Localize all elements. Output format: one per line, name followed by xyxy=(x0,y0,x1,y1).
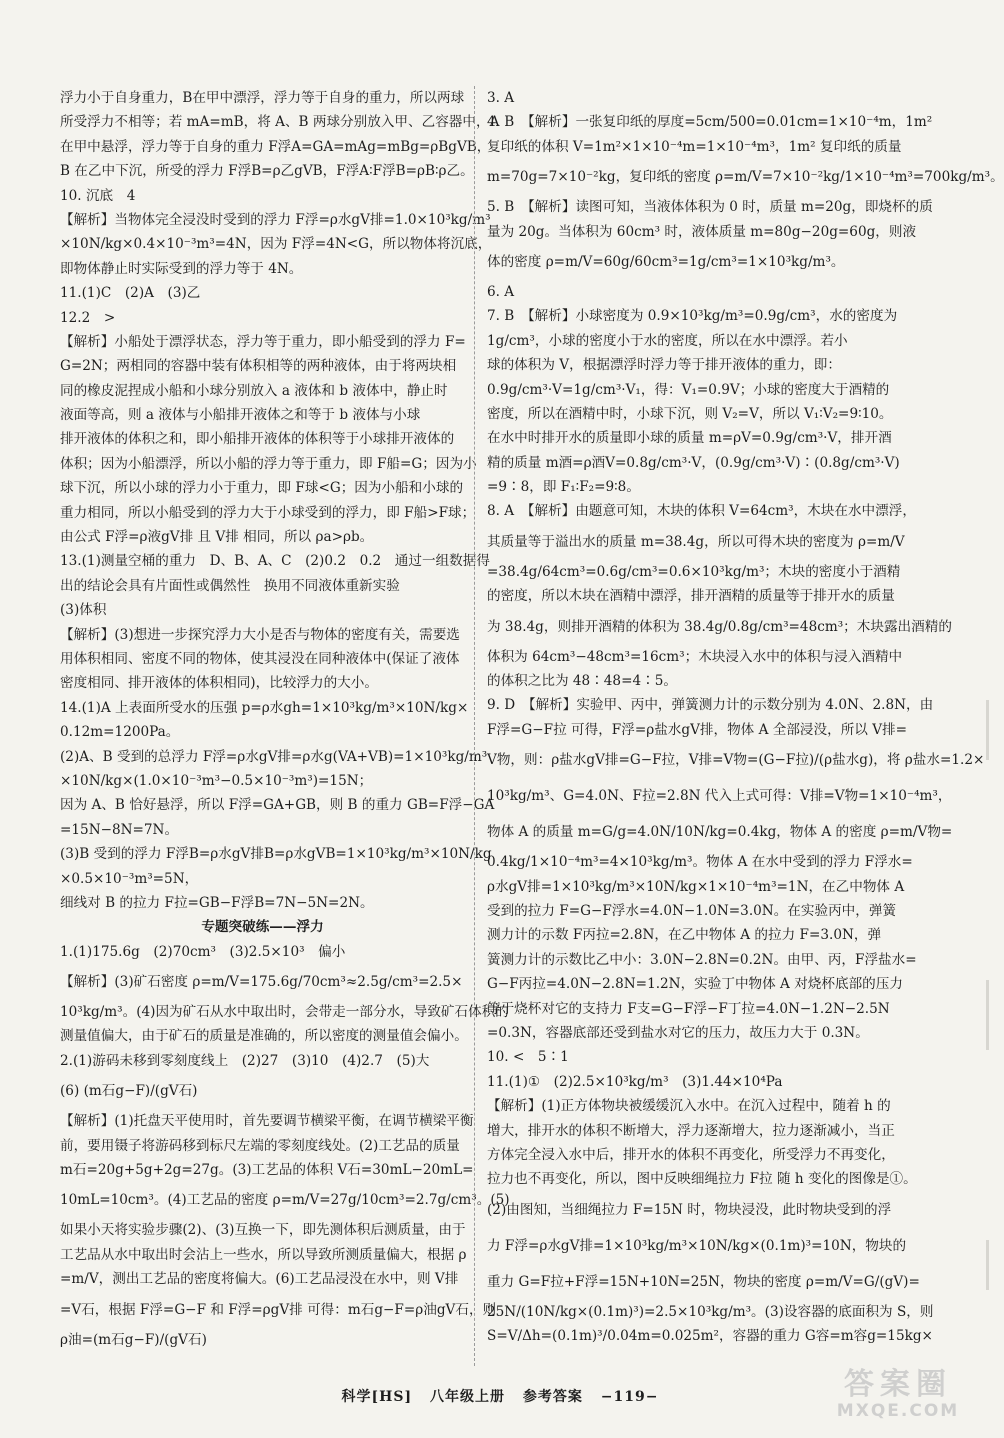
watermark-text: 答案圈 xyxy=(844,1367,952,1402)
answer-line: 所受浮力不相等；若 mA=mB，将 A、B 两球分别放入甲、乙容器中，A xyxy=(60,114,500,131)
answer-line: 0.12m=1200Pa。 xyxy=(60,724,180,741)
answer-line: 10. 沉底 4 xyxy=(60,187,136,204)
answer-line: 拉力也不再变化，所以，图中反映细绳拉力 F拉 随 h 变化的图像是①。 xyxy=(487,1171,917,1188)
answer-line: 1g/cm³，小球的密度小于水的密度，所以在水中漂浮。若小 xyxy=(487,332,848,349)
answer-line: 25N/(10N/kg×(0.1m)³)=2.5×10³kg/m³。(3)设容器的底面积为 S，则 xyxy=(487,1303,934,1320)
answer-line: (2)由图知，当细绳拉力 F=15N 时，物块浸没，此时物块受到的浮 xyxy=(487,1201,892,1218)
section-heading: 专题突破练——浮力 xyxy=(201,919,324,936)
answer-line: ×0.5×10⁻³m³=5N， xyxy=(60,870,199,887)
answer-line: =15N−8N=7N。 xyxy=(60,821,179,838)
answer-line: 复印纸的体积 V=1m²×1×10⁻⁴m=1×10⁻⁴m³，1m² 复印纸的质量 xyxy=(487,138,902,155)
answer-line: 8. A 【解析】由题意可知，木块的体积 V=64cm³，木块在水中漂浮， xyxy=(487,503,916,520)
answer-line: (3)B 受到的浮力 F浮B=ρ水gV排B=ρ水gVB=1×10³kg/m³×10N/kg xyxy=(60,846,492,863)
answer-line: 5. B 【解析】读图可知，当液体体积为 0 时，质量 m=20g，即烧杯的质 xyxy=(487,199,933,216)
answer-line: 由公式 F浮=ρ液gV排 且 V排 相同，所以 ρa>ρb。 xyxy=(60,529,374,546)
answer-line: ρ水gV排=1×10³kg/m³×10N/kg×1×10⁻⁴m³=1N，在乙中物体 A xyxy=(487,878,905,895)
answer-line: V物，则：ρ盐水gV排=G−F拉，V排=V物=(G−F拉)/(ρ盐水g)，将 ρ盐水=1.2× xyxy=(487,752,985,769)
answer-line: 【解析】(1)托盘天平使用时，首先要调节横梁平衡，在调节横梁平衡 xyxy=(60,1113,474,1130)
answer-line: 物体 A 的质量 m=G/g=4.0N/10N/kg=0.4kg，物体 A 的密度 ρ=m/V物= xyxy=(487,824,953,841)
answer-line: 等于烧杯对它的支持力 F支=G−F浮−F丁拉=4.0N−1.2N−2.5N xyxy=(487,1000,890,1017)
answer-line: 球下沉，所以小球的浮力小于重力，即 F球<G；因为小船和小球的 xyxy=(60,480,464,497)
answer-line: 【解析】(3)矿石密度 ρ=m/V=175.6g/70cm³≈2.5g/cm³=2.5× xyxy=(60,974,463,991)
answer-line: B 在乙中下沉，所受的浮力 F浮B=ρ乙gVB，F浮A∶F浮B=ρB∶ρ乙。 xyxy=(60,163,474,180)
answer-line: 测量值偏大，由于矿石的质量是准确的，所以密度的测量值会偏小。 xyxy=(60,1028,468,1045)
answer-line: 密度，所以在酒精中时，小球下沉，则 V₂=V，所以 V₁∶V₂=9∶10。 xyxy=(487,405,893,422)
answer-line: 前，要用镊子将游码移到标尺左端的零刻度线处。(2)工艺品的质量 xyxy=(60,1137,460,1154)
answer-line: 的体积之比为 48∶48=4∶5。 xyxy=(487,673,677,690)
answer-line: G−F丙拉=4.0N−2.8N=1.2N，实验丁中物体 A 对烧杯底部的压力 xyxy=(487,976,903,993)
answer-line: 在水中时排开水的质量即小球的质量 m=ρV=0.9g/cm³·V，排开酒 xyxy=(487,430,892,447)
footer-section: 参考答案 xyxy=(522,1389,583,1405)
right-column xyxy=(487,86,1004,1348)
answer-line: 如果小天将实验步骤(2)、(3)互换一下，即先测体积后测质量，由于 xyxy=(60,1222,466,1239)
answer-line: 即物体静止时实际受到的浮力等于 4N。 xyxy=(60,260,303,277)
answer-line: 3. A xyxy=(487,90,515,106)
answer-line: 体的密度 ρ=m/V=60g/60cm³=1g/cm³=1×10³kg/m³。 xyxy=(487,253,845,270)
answer-line: 方体完全浸入水中后，排开水的体积不再变化，所受浮力不再变化， xyxy=(487,1146,895,1163)
answer-line: 13.(1)测量空桶的重力 D、B、A、C (2)0.2 0.2 通过一组数据得 xyxy=(60,553,490,570)
answer-line: 受到的拉力 F=G−F浮水=4.0N−1.0N=3.0N。在实验丙中，弹簧 xyxy=(487,902,897,919)
answer-line: 的密度，所以木块在酒精中漂浮，排开酒精的质量等于排开水的质量 xyxy=(487,588,895,605)
answer-line: S=V/Δh=(0.1m)³/0.04m=0.025m²，容器的重力 G容=m容g=15kg× xyxy=(487,1328,933,1345)
answer-line: 工艺品从水中取出时会沾上一些水，所以导致所测质量偏大，根据 ρ xyxy=(60,1246,467,1263)
answer-line: =38.4g/64cm³=0.6g/cm³=0.6×10³kg/m³；木块的密度小于酒精 xyxy=(487,563,901,580)
answer-line: =V石，根据 F浮=G−F 和 F浮=ρgV排 可得：m石g−F=ρ油gV石，则 xyxy=(60,1301,497,1318)
answer-line: ×10N/kg×(1.0×10⁻³m³−0.5×10⁻³m³)=15N； xyxy=(60,772,373,789)
answer-line: 其质量等于溢出水的质量 m=38.4g，所以可得木块的密度为 ρ=m/V xyxy=(487,533,905,550)
footer-subject: 科学[HS] xyxy=(341,1389,413,1405)
answer-line: F浮=G−F拉 可得，F浮=ρ盐水gV排，物体 A 全部浸没，所以 V排= xyxy=(487,721,908,738)
answer-line: 【解析】(3)想进一步探究浮力大小是否与物体的密度有关，需要选 xyxy=(60,626,460,643)
answer-line: ρ油=(m石g−F)/(gV石) xyxy=(60,1331,207,1348)
answer-line: =m/V，测出工艺品的密度将偏大。(6)工艺品浸没在水中，则 V排 xyxy=(60,1271,459,1288)
page-number: −119− xyxy=(600,1389,659,1405)
answer-line: 同的橡皮泥捏成小船和小球分别放入 a 液体和 b 液体中，静止时 xyxy=(60,382,448,399)
answer-line: 浮力小于自身重力，B在甲中漂浮，浮力等于自身的重力，所以两球 xyxy=(60,90,465,106)
answer-line: 重力相同，所以小船受到的浮力大于小球受到的浮力，即 F船>F球； xyxy=(60,504,476,521)
answer-line: 0.9g/cm³·V=1g/cm³·V₁，得：V₁=0.9V；小球的密度大于酒精的 xyxy=(487,381,890,398)
answer-line: =0.3N，容器底部还受到盐水对它的压力，故压力大于 0.3N。 xyxy=(487,1024,869,1041)
answer-line: 10. < 5∶1 xyxy=(487,1049,569,1066)
answer-line: 【解析】(1)正方体物块被缓缓沉入水中。在沉入过程中，随着 h 的 xyxy=(487,1098,891,1115)
answer-line: 球的体积为 V，根据漂浮时浮力等于排开液体的重力，即： xyxy=(487,357,841,374)
answer-line: 12.2 > xyxy=(60,309,116,326)
answer-line: 1.(1)175.6g (2)70cm³ (3)2.5×10³ 偏小 xyxy=(60,943,346,960)
answer-line: 排开液体的体积之和，即小船排开液体的体积等于小球排开液体的 xyxy=(60,431,455,448)
answer-line: (3)体积 xyxy=(60,602,107,619)
answer-line: (2)A、B 受到的总浮力 F浮=ρ水gV排=ρ水g(VA+VB)=1×10³kg/m³ xyxy=(60,748,488,765)
answer-line: (6) (m石g−F)/(gV石) xyxy=(60,1083,198,1100)
column-divider xyxy=(474,86,475,1366)
answer-line: 体积；因为小船漂浮，所以小船的浮力等于重力，即 F船=G；因为小 xyxy=(60,455,477,472)
answer-line: 2.(1)游码未移到零刻度线上 (2)27 (3)10 (4)2.7 (5)大 xyxy=(60,1052,430,1069)
answer-line: m=70g=7×10⁻²kg，复印纸的密度 ρ=m/V=7×10⁻²kg/1×10⁻⁴m³=700kg/m³。 xyxy=(487,169,1004,186)
answer-line: 【解析】当物体完全浸没时受到的浮力 F浮=ρ水gV排=1.0×10³kg/m³ xyxy=(60,211,491,228)
answer-line: 10mL=10cm³。(4)工艺品的密度 ρ=m/V=27g/10cm³=2.7g/cm³。(5) xyxy=(60,1192,510,1209)
answer-line: 在甲中悬浮，浮力等于自身的重力 F浮A=GA=mAg=mBg=ρBgVB， xyxy=(60,138,491,155)
answer-line: 细线对 B 的拉力 F拉=GB−F浮B=7N−5N=2N。 xyxy=(60,894,374,911)
answer-line: 重力 G=F拉+F浮=15N+10N=25N，物块的密度 ρ=m/V=G/(gV)= xyxy=(487,1273,920,1290)
answer-line: ×10N/kg×0.4×10⁻³m³=4N，因为 F浮=4N<G，所以物体将沉底， xyxy=(60,236,492,253)
answer-line: 增大，排开水的体积不断增大，浮力逐渐增大，拉力逐渐减小，当正 xyxy=(487,1122,895,1139)
answer-line: 7. B 【解析】小球密度为 0.9×10³kg/m³=0.9g/cm³，水的密度为 xyxy=(487,308,898,325)
answer-line: 体积为 64cm³−48cm³=16cm³；木块浸入水中的体积与浸入酒精中 xyxy=(487,648,903,665)
answer-line: 0.4kg/1×10⁻⁴m³=4×10³kg/m³。物体 A 在水中受到的浮力 F浮水= xyxy=(487,854,913,871)
answer-line: 4. B 【解析】一张复印纸的厚度=5cm/500=0.01cm=1×10⁻⁴m，1m² xyxy=(487,114,933,131)
answer-line: 11.(1)C (2)A (3)乙 xyxy=(60,285,201,302)
answer-line: 9. D 【解析】实验甲、丙中，弹簧测力计的示数分别为 4.0N、2.8N，由 xyxy=(487,697,934,714)
answer-line: 用体积相同、密度不同的物体，使其浸没在同种液体中(保证了液体 xyxy=(60,650,460,667)
answer-line: 量为 20g。当体积为 60cm³ 时，液体质量 m=80g−20g=60g，则液 xyxy=(487,223,917,240)
answer-line: 因为 A、B 恰好悬浮，所以 F浮=GA+GB，则 B 的重力 GB=F浮−GA xyxy=(60,797,495,814)
edge-mark xyxy=(986,700,989,760)
answer-line: 【解析】小船处于漂浮状态，浮力等于重力，即小船受到的浮力 F= xyxy=(60,333,466,350)
watermark-url: MXQE.COM xyxy=(836,1401,960,1421)
answer-line: 精的质量 m酒=ρ酒V=0.8g/cm³·V，(0.9g/cm³·V)∶(0.8g/cm³·V) xyxy=(487,454,900,471)
answer-line: 力 F浮=ρ水gV排=1×10³kg/m³×10N/kg×(0.1m)³=10N，物块的 xyxy=(487,1237,907,1254)
answer-line: 出的结论会具有片面性或偶然性 换用不同液体重新实验 xyxy=(60,577,400,594)
watermark-logo xyxy=(808,1367,988,1428)
footer-grade: 八年级上册 xyxy=(430,1389,506,1405)
answer-line: 为 38.4g，则排开酒精的体积为 38.4g/0.8g/cm³=48cm³；木块露出酒精的 xyxy=(487,618,952,635)
answer-line: G=2N；两相同的容器中装有体积相等的两种液体，由于将两块相 xyxy=(60,358,457,375)
answer-line: 簧测力计的示数比乙中小：3.0N−2.8N=0.2N。由甲、丙，F浮盐水= xyxy=(487,951,917,968)
answer-line: 10³kg/m³。(4)因为矿石从水中取出时，会带走一部分水，导致矿石体积的 xyxy=(60,1004,509,1021)
answer-line: 11.(1)① (2)2.5×10³kg/m³ (3)1.44×10⁴Pa xyxy=(487,1073,783,1090)
answer-line: 密度相同、排开液体的体积相同)，比较浮力的大小。 xyxy=(60,675,378,692)
answer-line: 液面等高，则 a 液体与小船排开液体之和等于 b 液体与小球 xyxy=(60,407,421,424)
edge-mark xyxy=(986,1240,989,1290)
answer-line: 测力计的示数 F丙拉=2.8N，在乙中物体 A 的拉力 F=3.0N，弹 xyxy=(487,927,882,944)
edge-mark xyxy=(986,980,989,1050)
answer-line: 10³kg/m³、G=4.0N、F拉=2.8N 代入上式可得：V排=V物=1×10⁻⁴m³， xyxy=(487,788,952,805)
answer-line: 6. A xyxy=(487,283,515,300)
answer-line: 14.(1)A 上表面所受水的压强 p=ρ水gh=1×10³kg/m³×10N/kg× xyxy=(60,699,469,716)
answer-line: =9∶8，即 F₁∶F₂=9∶8。 xyxy=(487,479,640,496)
answer-line: m石=20g+5g+2g=27g。(3)工艺品的体积 V石=30mL−20mL= xyxy=(60,1162,474,1179)
